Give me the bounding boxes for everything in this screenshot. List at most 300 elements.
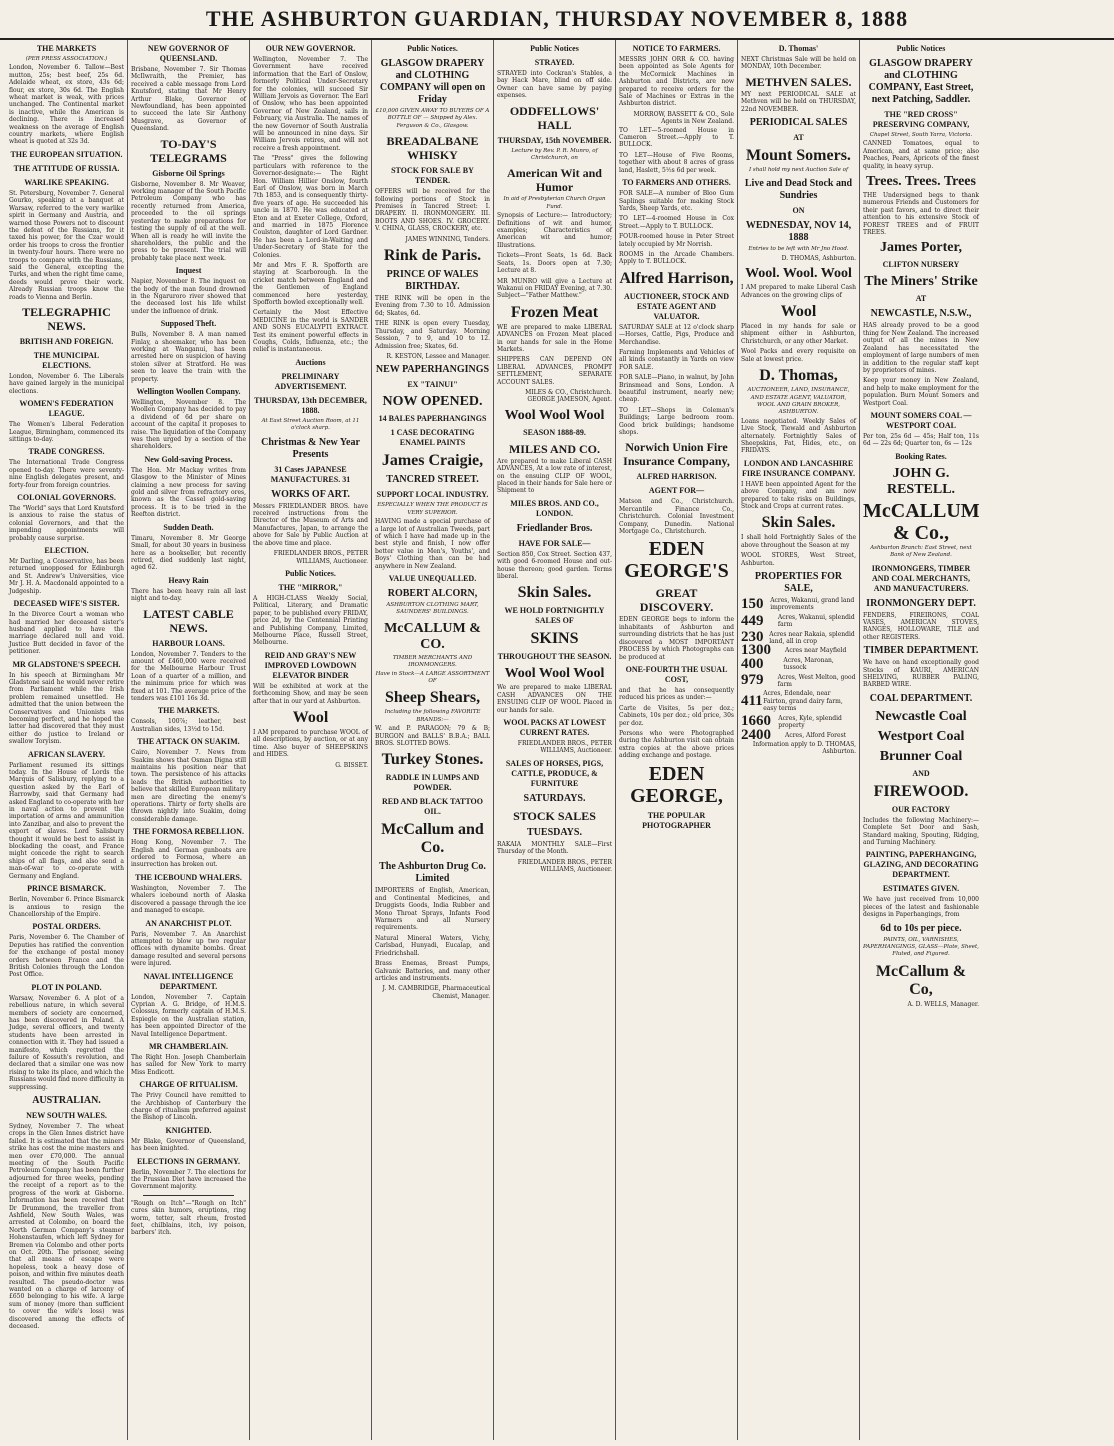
to-let-2: TO LET—House of Five Rooms, together with about 8 acres of grass land, Haslett, 5½s 6d per week. [619, 151, 734, 174]
farmers2-heading: TO FARMERS AND OTHERS. [622, 178, 731, 188]
municipal-heading: THE MUNICIPAL ELECTIONS. [33, 350, 100, 370]
markets-heading: THE MARKETS [36, 44, 97, 53]
skin-sub-2: THROUGHOUT THE SEASON. [497, 652, 612, 662]
anarchist-text: Paris, November 7. An Anarchist attempted to blow up two regular offices with dynamite bombs. Great damage resulted and several persons were injured. [131, 930, 246, 968]
eden-text-3: Persons who were Photographed during the Ashburton visit can obtain extra copies at the above prices adding exchange and postage. [619, 729, 734, 760]
harrison-sub: AUCTIONEER, STOCK AND ESTATE AGENT AND VALUATOR. [624, 291, 729, 321]
drug-text-3: Brass Enemas, Breast Pumps, Galvanic Batteries, and many other articles and instruments. [375, 960, 490, 982]
oil-heading: Gisborne Oil Springs [152, 168, 225, 178]
formosa-heading: THE FORMOSA REBELLION. [133, 827, 244, 837]
porter-heading: James Porter, [880, 240, 962, 256]
theft-text: Bulls, November 8. A man named Finlay, a shoemaker, who has been working at Wanganui, has been arrested here on suspicion of having stolen silver at Stratford. He was seen to leave the train with the property. [131, 331, 246, 383]
drug-text: IMPORTERS of English, American, and Continental Medicines, and Druggists Goods, India Rubber and Mono Throat Sprays, Infants Food Warmers and all Nursery requirements. [375, 887, 490, 932]
column-5 [494, 40, 616, 1440]
frozen-text-2: SHIPPERS CAN DEPEND ON LIBERAL ADVANCES, PROMPT SETTLEMENT, SEPARATE ACCOUNT SALES. [497, 356, 612, 386]
gold-text: The Hon. Mr Mackay writes from Glasgow to the Minister of Mines claiming a new process for saving gold and silver from refractory ores, known as the Cassel gold-saving process. It is to be tried in the Reefton district. [131, 466, 246, 519]
prelim-heading: PRELIMINARY ADVERTISEMENT. [274, 371, 347, 391]
properties-heading: PROPERTIES FOR SALE, [754, 571, 843, 594]
stock-heading: STOCK FOR SALE BY TENDER. [391, 166, 474, 186]
euro-heading: THE EUROPEAN SITUATION. [10, 149, 123, 159]
glasgow-heading: GLASGOW DRAPERY and CLOTHING COMPANY, East Street, next Patching, Saddler. [868, 58, 974, 105]
coal-prices-heading: MOUNT SOMERS COAL — WESTPORT COAL [870, 410, 972, 430]
rink-heading: Rink de Paris. [383, 247, 482, 265]
quarter-line: ONE-FOURTH THE USUAL COST, [625, 664, 728, 684]
friedlander-heading: Friedlander Bros. [516, 522, 593, 534]
theft-heading: Supposed Theft. [160, 319, 217, 329]
cambridge-signature: J. M. CAMBRIDGE, Pharmaceutical Chemist, Manager. [382, 985, 490, 1000]
land-row [741, 642, 856, 659]
breadalbane-offer: £10,000 GIVEN AWAY TO BUYERS OF A BOTTLE OF — Shipped by Alex. Ferguson & Co., Glasgow. [375, 108, 490, 129]
frozen-signature: MILES & CO., Christchurch. GEORGE JAMESON, Agent. [525, 388, 612, 404]
rink-text-2: THE RINK is open every Tuesday, Thursday, and Saturday. Morning Session, 7 to 9, and 10 to 12. Admission free; Skates, 6d. [375, 320, 490, 350]
to-let-5: ROOMS in the Arcade Chambers. Apply to T. BULLOCK. [619, 250, 734, 266]
medicine-text: Certainly the Most Effective MEDICINE in the world is SANDER AND SONS EUCALYPTI EXTRACT. Test its eminent powerful effects in Coughs, Colds, Influenza, etc.; the relief is instantaneous. [253, 309, 368, 354]
now-opened-heading: NOW OPENED. [382, 394, 483, 410]
whalers-heading: THE ICEBOUND WHALERS. [135, 872, 242, 882]
telegraphic-heading: TELEGRAPHIC NEWS. [22, 304, 111, 333]
prelim-place: At East Street Auction Room, at 11 o'clock sharp. [261, 417, 360, 432]
suakim-text: Cairo, November 7. News from Suakim shows that Osman Digna still maintains his position near that town. The persistence of his attacks leads the British authorities to believe that skilled European military men are directing the enemy's operations. Thirty or forty shells are thrown nightly into Suakim, doing considerable damage. [131, 749, 246, 823]
ritualism-heading: CHARGE OF RITUALISM. [139, 1080, 238, 1090]
land-desc: Acres, Maronan, tussock [783, 656, 834, 672]
miles-text: Are prepared to make Liberal CASH ADVANCES, At a low rate of interest, on the ensuing CLIP OF WOOL, placed in their hands for Sale here or Shipment to [497, 457, 612, 495]
markets2-text: Consols, 100⅞; leather, best Australian sides, 13½d to 15d. [131, 718, 246, 733]
methven-text: MY next PERIODICAL SALE at Methven will be held on THURSDAY, 22nd NOVEMBER. [741, 90, 856, 113]
knighted-heading: KNIGHTED. [165, 1125, 212, 1135]
brands-list: W. and P. PARAGON; 79 & B; BURGON and BALLS' B.B.A.; BALL BROS. SLOTTED BOWS. [375, 725, 490, 748]
land-acres: 1660 [741, 713, 771, 730]
notices-heading: Public Notices [530, 44, 579, 53]
glasgow-heading: GLASGOW DRAPERY and CLOTHING COMPANY will open on Friday [379, 58, 486, 105]
nsw-text: Sydney, November 7. The wheat crops in the Glen Innes district have failed. It is estimated that the miners strike has cost the mine masters and men over £70,000. The annual meeting of the South Pacific Petroleum Company has been further adjourned for three weeks, pending the receipt of a report as to the progress of the work at Gisborne. Information has been received that Dr Drummond, the traveller from Ashfield, New South Wales, was arrested at Colombo, on board the North German Company's steamer Hohenstaufen, which left Sydney for Bremen via Colombo and other ports on Oct. 20th. The prisoner, seeing that all means of escape were hopeless, took a heavy dose of poison, and within five minutes death resulted. The pseudo-doctor was wanted on a charge of larceny of £650 belonging to his wife. A large sum of money (more than sufficient to cover the wife's loss) was discovered among the effects of deceased. [9, 1123, 124, 1330]
oddfellows-heading: ODDFELLOWS' HALL [509, 103, 600, 132]
wool-heading: Wool Wool Wool [504, 407, 605, 423]
markets2-heading: THE MARKETS. [157, 706, 220, 716]
woollen-heading: Wellington Woollen Company. [136, 387, 241, 396]
land-desc: Acres, Wakanui, splendid farm [777, 613, 855, 629]
miners-text: HAS already proved to be a good thing for New Zealand. The increased output of all the mines in New Zealand has necessitated the employment of large numbers of men in addition to the regular staff kept by proprietors of mines. [863, 322, 979, 374]
chamberlain-text: The Right Hon. Joseph Chamberlain has sailed for New York to marry Miss Endicott. [131, 1053, 246, 1076]
wool-text: I AM prepared to make Liberal Cash Advances on the growing clips of [741, 284, 856, 299]
mirror-text: A HIGH-CLASS Weekly Social, Political, Literary, and Dramatic paper, to be published every FRIDAY, price 2d, by the Centennial Printing and Publishing Company, Limited, Melbourne Place, Russell Street, Melbourne. [253, 594, 368, 647]
eden-sub: THE POPULAR PHOTOGRAPHER [642, 810, 711, 830]
at-line: AT [793, 133, 804, 143]
eden-heading: EDEN GEORGE'S [624, 538, 729, 583]
alcorn-text: HAVING made a special purchase of a large lot of Australian Tweeds, part of which I have had made up in the best style and finish, I now offer better value in Men's, Youths', and Boys' Clothing than can be had anywhere in New Zealand. [375, 518, 490, 570]
works-heading: WORKS OF ART. [271, 488, 350, 500]
shears-heading: Sheep Shears, [384, 689, 481, 707]
land-acres: 400 [741, 655, 764, 672]
ritualism-text: The Privy Council have remitted to the Archbishop of Canterbury the charge of ritualism preferred against the Bishop of Lincoln. [131, 1092, 246, 1122]
postal-heading: POSTAL ORDERS. [32, 922, 101, 932]
mccallum2-heading: McCallum and Co. [381, 821, 484, 857]
queensland-heading: NEW GOVERNOR OF QUEENSLAND. [147, 44, 230, 63]
inquest-text: Napier, November 8. The inquest on the body of the man found drowned in the Ngaruroro river showed that the deceased lost his life whilst under the influence of drink. [131, 278, 246, 315]
land-row [741, 657, 856, 672]
on-line: ON [792, 206, 805, 216]
cable-heading: LATEST CABLE NEWS. [143, 606, 234, 635]
germany-text: Berlin, November 7. The elections for the Prussian Diet have increased the Government majority. [131, 1168, 246, 1191]
loans-text: Loans negotiated. Weekly Sales of Live Stock, Tiewald and Ashburton alternately. Fortnightly Sales of Sheepskins, Fat, Hides, etc., on FRIDAYS. [741, 417, 856, 455]
land-desc: Acres near Mayfield [785, 647, 847, 655]
methven-heading: METHVEN SALES. [745, 74, 852, 89]
land-acres: 2400 [741, 726, 771, 743]
mccallum-stock: Have in Stock—A LARGE ASSORTMENT OF [375, 670, 490, 684]
postal-text: Paris, November 6. The Chamber of Deputies has ratified the convention for the exchange of postal money orders between France and the British Colonies through the London Post Office. [9, 934, 124, 979]
skin-sub: WE HOLD FORTNIGHTLY SALES OF [504, 606, 605, 626]
harbour-heading: HARBOUR LOANS. [152, 638, 225, 648]
breadalbane-heading: BREADALBANE WHISKY [386, 134, 479, 163]
harrison2-heading: ALFRED HARRISON. [636, 472, 717, 482]
auctions-heading: Auctions [295, 357, 326, 367]
euro-text: St. Petersburg, November 7. General Gourko, speaking at a banquet at Warsaw, referred to the very warlike spirit in Germany and Austria, and warned those Powers not to discount the defeat of the Russians, for it taxed his power, for the Czar would order his troops to cross the frontier in twenty-four hours. There were no troops to compare with the Russians, said the General, excepting the Turks, and when the right time came, deeds would prove their work. Already Russian troops know the roads to Vienna and Berlin. [9, 189, 124, 301]
factory-text: Includes the following Machinery:— Complete Set Door and Sash, Standard making, Spouting, Ridging, and Turning Machinery. [863, 816, 979, 847]
press-text: The "Press" gives the following particulars with reference to the Governor-designate:— The Right Hon. William Hillier Onslow, fourth Earl of Onslow, was born in March 7th 1853, and is consequently thirty-five years of age. He succeeded his uncle in 1870. He was educated at Eton and at Exeter College, Oxford, and married in 1875 Florence Coulston, daughter of Lord Gardner. He has been a Lord-in-Waiting and Under-Secretary of State for the Colonies. [253, 155, 368, 259]
african-heading: AFRICAN SLAVERY. [27, 749, 106, 759]
wool-word: Wool [780, 303, 817, 321]
paints-text: PAINTS, OIL, VARNISHES, PAPERHANGINGS, GLASS—Plate, Sheet, Fluted, and Figured. [863, 936, 979, 958]
eden-text: EDEN GEORGE begs to inform the inhabitants of Ashburton and surrounding districts that he has just discovered a MOST IMPORTANT PROCESS by which Photographs can be produced at [619, 616, 734, 661]
unequalled-heading: VALUE UNEQUALLED. [388, 573, 477, 583]
coal-dept-heading: COAL DEPARTMENT. [869, 692, 973, 704]
mccallum-heading: McCALLUM & Co., [863, 499, 980, 544]
mirror-heading: THE "MIRROR," [278, 582, 343, 592]
rough-on-itch-ad: "Rough on Itch"—"Rough on Itch" cures skin humors, eruptions, ring worm, tetter, salt rheum, frosted feet, chilblains, itch, ivy poison, barbers' itch. [131, 1199, 246, 1237]
farmers-text: MESSRS JOHN ORR & CO. having been appointed as Sole Agents for the McCormick Machines in Ashburton and Districts, are now prepared to receive orders for the Sale of Machines or Extras in the Ashburton district. [619, 56, 734, 108]
skin-heading: Skin Sales. [517, 584, 592, 602]
knighted-text: Mr Blake, Governor of Queensland, has been knighted. [131, 1137, 246, 1153]
colonial-heading: COLONIAL GOVERNORS. [17, 493, 116, 503]
masthead [0, 0, 1114, 40]
column-2 [128, 40, 250, 1440]
to-let-4: FOUR-roomed house in Peter Street lately occupied by Mr Norrish. [619, 233, 734, 248]
page-columns [6, 40, 1108, 1440]
thomas-heading: D. Thomas' [778, 44, 819, 53]
colonial-text: The "World" says that Lord Knutsford is anxious to raise the status of colonial Governors, and that the impending appointments will probably cause surprise. [9, 505, 124, 542]
gladstone-text: In his speech at Birmingham Mr Gladstone said he would never retire from Parliament while the Irish problem remained unsettled. He admitted that the union between the Conservatives and Unionists was becoming perfect, and he hoped the latter had discovered that they must either do justice to Ireland or swallow Toryism. [9, 671, 124, 746]
bales-line: 14 BALES PAPERHANGINGS [378, 414, 487, 424]
telegraphic-subheading: BRITISH AND FOREIGN. [19, 336, 114, 346]
wit-sub: In aid of Presbyterian Church Organ Fund. [503, 196, 606, 210]
factory-heading: OUR FACTORY [891, 804, 951, 814]
chamberlain-heading: MR CHAMBERLAIN. [148, 1041, 229, 1051]
price-line: 6d to 10s per piece. [880, 922, 962, 934]
farmers2-text: FOR SALE—A number of Bloo Gum Saplings suitable for making Stock Yards, Sheep Yards, etc. [619, 190, 734, 212]
rink-signature: R. KESTON, Lessee and Manager. [386, 352, 490, 360]
miners-heading: The Miners' Strike [864, 274, 978, 290]
case-line: 1 CASE DECORATING ENAMEL PAINTS [390, 428, 475, 448]
stock-sales-heading: STOCK SALES [513, 808, 596, 823]
trade-text: The International Trade Congress opened to-day. There were seventy-nine English delegates present, and forty-four from foreign countries. [9, 459, 124, 489]
deceased-text: In the Divorce Court a woman who had married her deceased sister's husband applied to have the marriage declared null and void. Justice Butt decided in favor of the petitioner. [9, 611, 124, 656]
friedlander-text: Section 850, Cox Street. Section 437, with good 6-roomed House and out-house thereon; good garden. Terms liberal. [497, 550, 612, 581]
tancred-heading: TANCRED STREET. [386, 474, 479, 486]
booking-line: Booking Rates. [895, 451, 947, 461]
skins-heading: SKINS [530, 630, 579, 648]
shears-sub: Including the following FAVORITE BRANDS:— [384, 709, 481, 723]
wool-signature: G. BISSET. [335, 761, 368, 769]
governor-text: Wellington, November 7. The Government have received information that the Earl of Onslow, formerly Political Under-Secretary for the colonies, will succeed Sir William Jervois as Governor. The Earl of Onslow, who has been appointed Governor of New Zealand, sails in February, via Australia. The names of the new Governor of South Australia will be announced in nine days. Sir William Jervois retires, and will not receive a fresh appointment. [253, 56, 368, 152]
oddfellows-date: THURSDAY, 15th NOVEMBER. [497, 135, 612, 145]
support-sub: ESPECIALLY WHEN THE PRODUCT IS VERY SUPERIOR. [377, 502, 488, 516]
naval-heading: NAVAL INTELLIGENCE DEPARTMENT. [143, 971, 234, 991]
miles-signature: MILES BROS. AND CO., LONDON. [510, 498, 599, 518]
harrison-heading: Alfred Harrison, [619, 269, 734, 287]
rakaia-text: RAKAIA MONTHLY SALE—First Thursday of the Month. [497, 840, 612, 856]
timber-heading: TIMBER DEPARTMENT. [863, 645, 979, 657]
inquest-heading: Inquest [175, 266, 202, 276]
eden-text-2: and that he has consequently reduced his prices as under:— [619, 686, 734, 702]
raddle-line: RADDLE IN LUMPS AND POWDER. [385, 773, 480, 793]
christmas-text: NEXT Christmas Sale will be held on MONDAY, 10th December. [741, 56, 856, 71]
harrison-text-2: Farming Implements and Vehicles of all kinds constantly in Yards on view FOR SALE. [619, 348, 734, 371]
land-row [741, 674, 856, 689]
thomas-signature: D. THOMAS, Ashburton. [781, 254, 856, 262]
lecture-line: Lecture by Rev. P. R. Munro, of Christchurch, on [511, 147, 598, 162]
norwich-heading: Norwich Union Fire Insurance Company, [623, 440, 730, 469]
coal-text: Keep your money in New Zealand, and help to make employment for the population. Burn Mount Somers and Westport Coal. [863, 377, 979, 407]
and-line: AND [912, 768, 930, 778]
wool2-packs: WOOL PACKS AT LOWEST CURRENT RATES. [503, 718, 606, 738]
formosa-text: Hong Kong, November 7. The English and German gunboats are ordered to Formosa, where an insurrection has broken out. [131, 839, 246, 869]
germany-heading: ELECTIONS IN GERMANY. [136, 1156, 241, 1166]
redcross-heading: THE "RED CROSS" PRESERVING COMPANY, [872, 110, 970, 129]
somers-heading: Mount Somers. [746, 147, 851, 165]
entries-text: Entries to be left with Mr Jno Hood. [748, 246, 849, 253]
restell-heading: JOHN G. RESTELL. [886, 465, 956, 497]
prelim-date: THURSDAY, 13th DECEMBER, 1888. [254, 395, 367, 415]
land-desc: Acres, Kyle, splendid property [778, 714, 842, 730]
column-8 [860, 40, 982, 1440]
australian-heading: AUSTRALIAN. [32, 1095, 101, 1107]
election-text: Mr Darling, a Conservative, has been returned unopposed for Edinburgh and St. Andrew's Universities, vice Mr J. H. A. Macdonald appointed to a Judgeship. [9, 558, 124, 595]
land-row [741, 690, 856, 712]
land-row [741, 614, 856, 629]
spofforth-text: Mr and Mrs F. R. Spofforth are staying at Scarborough. In the cricket match between England and the Gentlemen of England commenced here yesterday, Spofforth bowled exceptionally well. [253, 261, 368, 306]
sudden-death-heading: Sudden Death. [163, 522, 214, 532]
mccallum-sub: TIMBER MERCHANTS AND IRONMONGERS. [392, 654, 473, 669]
land-desc: Acres, Wakanui, grand land improvements [770, 597, 855, 612]
wool-text-2: Placed in my hands for sale or shipment either in Ashburton, Christchurch, or any other Market. [741, 323, 856, 345]
mccallum-heading: McCALLUM & CO. [384, 620, 481, 652]
porter-sub: CLIFTON NURSERY [882, 260, 960, 270]
governor-heading: OUR NEW GOVERNOR. [265, 44, 356, 53]
strayed-text: STRAYED into Cockran's Stables, a bay Hack Mare, blind on off side. Owner can have same by paying expenses. [497, 70, 612, 100]
bismarck-heading: PRINCE BISMARCK. [27, 884, 106, 894]
friedlander-signature: FRIEDLANDER BROS., PETER WILLIAMS, Auctioneer. [273, 550, 368, 565]
support-heading: SUPPORT LOCAL INDUSTRY. [376, 490, 489, 500]
periodical-heading: PERIODICAL SALES [749, 117, 848, 129]
land-row [741, 597, 856, 612]
season-line: SEASON 1888-89. [523, 427, 586, 437]
painting-heading: PAINTING, PAPERHANGING, GLAZING, AND DECORATING DEPARTMENT. [863, 850, 979, 880]
harrison2-sub: AGENT FOR— [648, 486, 705, 496]
wool-text-3: Wool Packs and every requisite on Sale at lowest price. [741, 348, 856, 363]
tuesdays-heading: TUESDAYS. [527, 826, 582, 838]
wool-text: I AM prepared to purchase WOOL of all descriptions, by auction, or at any time. Also buyer of SHEEPSKINS and HIDES. [253, 728, 368, 759]
column-1 [6, 40, 128, 1440]
turkey-heading: Turkey Stones. [381, 751, 484, 769]
paperhangings-ship: EX "TAINUI" [407, 380, 458, 390]
prices-text: Carte de Visites, 5s per doz.; Cabinets, 10s per doz.; old price, 30s per doz. [619, 704, 734, 727]
craigie-heading: James Craigie, [381, 452, 484, 470]
wool-heading: Wool. Wool. Wool [745, 266, 852, 282]
to-let-3: TO LET—4-roomed House in Cox Street.—Apply to T. BULLOCK. [619, 215, 734, 230]
notices-heading: Public Notices [896, 44, 946, 53]
drug-heading: The Ashburton Drug Co. Limited [379, 861, 486, 885]
synopsis-text: Synopsis of Lecture:— Introductory; Definitions of wit and humor, examples; Characteristics of American wit and humor; Illustrations. [497, 212, 612, 249]
munro-text: MR MUNRO will give a Lecture at Wakanui on FRIDAY Evening, at 7.30. Subject—"Father Matthew." [497, 277, 612, 300]
skin-text-2: WOOL STORES, West Street, Ashburton. [741, 552, 856, 567]
naval-text: London, November 7. Captain Cyprian A. G. Bridge, of H.M.S. Colossus, formerly captain of H.M.S. Espiegle on the Australian station, has been appointed Director of the Naval Intelligence Department. [131, 993, 246, 1038]
wool2-text: We are prepared to make LIBERAL CASH ADVANCES ON THE ENSUING CLIP OF WOOL Placed in our hands for sale. [497, 684, 612, 714]
brunner-coal: Brunner Coal [879, 748, 963, 764]
alcorn-heading: ROBERT ALCORN, [387, 587, 478, 599]
newcastle-coal: Newcastle Coal [875, 708, 967, 724]
municipal-text: London, November 6. The Liberals have gained largely in the municipal elections. [9, 372, 124, 395]
notices-heading: Public Notices. [285, 568, 336, 578]
estimates-heading: ESTIMATES GIVEN. [882, 884, 960, 894]
ironmongery-text: FENDERS, FIREIRONS, COAL VASES, AMERICAN STOVES, RANGES, HOLLOWARE, TILE and other REGISTERS. [863, 611, 979, 641]
harbour-text: London, November 7. Tenders to the amount of £460,000 were received for the Melbourne Harbour Trust Loan of a quarter of a million, and the minimum price for which was fixed at 101. The average price of the tenders was £101 16s 3d. [131, 650, 246, 702]
column-6 [616, 40, 738, 1440]
stock-signature: JAMES WINNING, Tenders. [405, 235, 490, 243]
deceased-heading: DECEASED WIFE'S SISTER. [13, 599, 120, 609]
info-signature: Information apply to D. THOMAS, Ashburton. [752, 740, 856, 756]
euro-subheading: THE ATTITUDE OF RUSSIA. [13, 163, 120, 173]
markets-text: London, November 6. Tallow—Best mutton, 25s; best beef, 25s 6d. Adelaide wheat, ex store, 43s 6d; flour, ex store, 30s 6d. The English wheat market is weak, with prices unchanged. The Continental market is inactive, while the American is declining. There is increased weakness on the average of English country markets, where English wheat is quoted at 32s 3d. [9, 64, 124, 146]
rink-text: THE RINK will be open in the Evening from 7.30 to 10. Admission 6d; Skates, 6d. [375, 295, 490, 317]
column-7 [738, 40, 860, 1440]
queensland-text: Brisbane, November 7. Sir Thomas McIlwraith, the Premier, has received a cable message from Lord Knutsford, stating that Mr Henry Arthur Blake, Governor of Newfoundland, has been appointed to succeed the late Sir Anthony Musgrave, as Governor of Queensland. [131, 66, 246, 133]
land-acres: 150 [741, 595, 764, 612]
women-text: The Women's Liberal Federation League, Birmingham, commenced its sittings to-day. [9, 421, 124, 443]
dthomas-heading: D. Thomas, [759, 367, 838, 385]
timber-text: We have on hand exceptionally good Stocks of KAURI, AMERICAN SHELVING, RUBBER PALING, BARBED WIRE. [863, 659, 979, 689]
redcross-text: CANNED Tomatoes, equal to American, and at same price; also Peaches, Pears, Apricots of the finest quality, in heavy syrup. [863, 140, 979, 170]
plot-heading: PLOT IN POLAND. [31, 982, 102, 992]
notices-heading: Public Notices. [407, 44, 458, 53]
masthead-title: THE ASHBURTON GUARDIAN, THURSDAY NOVEMBER 8, 1888 [205, 6, 909, 31]
westport-coal: Westport Coal [877, 728, 965, 744]
frozen-heading: Frozen Meat [510, 303, 599, 321]
trees-text: THE Undersigned begs to thank numerous Friends and Customers for their past favors, and to direct their attention to his extensive Stock of FOREST TREES and of FRUIT TREES. [863, 192, 979, 237]
woollen-text: Wellington, November 8. The Woollen Company has decided to pay a dividend of 6d per share on account of the capital it proposes to raise. The liquidation of the Company was then urged by a section of the shareholders. [131, 399, 246, 451]
gladstone-heading: MR GLADSTONE'S SPEECH. [12, 659, 121, 669]
rain-text: There has been heavy rain all last night and to-day. [131, 587, 246, 603]
london-text: I HAVE been appointed Agent for the above Company, and am now prepared to take risks on Buildings, Stock and Crops at current rates. [741, 480, 856, 510]
alcorn-mart: ASHBURTON CLOTHING MART, SAUNDERS' BUILDINGS. [386, 601, 479, 616]
firewood-heading: FIREWOOD. [873, 782, 969, 800]
farmers-heading: NOTICE TO FARMERS. [632, 44, 721, 53]
sale-date: WEDNESDAY, NOV 14, 1888 [745, 220, 852, 244]
paperhangings-heading: NEW PAPERHANGINGS [375, 364, 490, 376]
mccallum-address: Ashburton Branch: East Street, next Bank of New Zealand. [870, 544, 972, 559]
saturdays-heading: SATURDAYS. [523, 792, 586, 804]
miners-at: AT [915, 294, 927, 304]
live-stock-heading: Live and Dead Stock and Sundries [744, 178, 853, 202]
women-heading: WOMEN'S FEDERATION LEAGUE. [19, 399, 114, 419]
ironmongery-heading: IRONMONGERY DEPT. [866, 597, 976, 609]
land-acres: 1300 [741, 642, 771, 659]
land-row [741, 726, 856, 743]
nsw-heading: NEW SOUTH WALES. [26, 1111, 107, 1121]
stock-text: OFFERS will be received for the following portions of Stock in Premises in Tancred Street: I. DRAPERY. II. IRONMONGERY. III. BOOTS AND SHOES. IV. GROCERY. V. CHINA, GLASS, CROCKERY, etc. [375, 188, 490, 233]
wells-signature: A. D. WELLS, Manager. [907, 1000, 979, 1008]
bismarck-text: Berlin, November 6. Prince Bismarck is anxious to resign the Chancellorship of the Empire. [9, 896, 124, 918]
sales-signature: FRIEDLANDER BROS., PETER WILLIAMS, Auctioneer. [517, 858, 612, 874]
trees-heading: Trees. Trees. Trees [866, 174, 976, 190]
cases-heading: 31 Cases JAPANESE MANUFACTURES. 31 [270, 464, 351, 484]
tickets-text: Tickets—Front Seats, 1s 6d. Back Seats, 1s. Doors open at 7.30; Lecture at 8. [497, 252, 612, 275]
sales-heading: SALES OF HORSES, PIGS, CATTLE, PRODUCE, & FURNITURE [505, 758, 604, 788]
oil-text: Gisborne, November 8. Mr Weaver, working manager of the South Pacific Petroleum Company who has recently returned from America, proceeded to the oil springs yesterday to make preparations for testing the supply of oil at the well. When all is ready he will invite the shareholders, the public and the press to be present. The trial will probably take place next week. [131, 180, 246, 262]
london-heading: LONDON AND LANCASHIRE FIRE INSURANCE COMPANY. [741, 458, 856, 478]
reid-heading: REID AND GRAY'S NEW IMPROVED LOWDOWN ELEVATOR BINDER [264, 650, 357, 680]
land-acres: 411 [741, 692, 763, 709]
whalers-text: Washington, November 7. The whalers icebound north of Alaska discovered a passage through the ice and managed to escape. [131, 884, 246, 915]
agencies-text: Matson and Co., Christchurch. Mercantile Finance Co., Christchurch. Colonial Investment Company, Dunedin. National Mortgage Co., Christchurch. [619, 498, 734, 536]
rain-heading: Heavy Rain [168, 575, 209, 585]
discovery-heading: GREAT DISCOVERY. [639, 586, 714, 615]
christmas-heading: Christmas & New Year Presents [261, 436, 360, 460]
column-3 [250, 40, 372, 1440]
received-text: We have just received from 10,000 pieces of the latest and fashionable designs in Paperhangings, from [863, 896, 979, 919]
reid-text: Will be exhibited at work at the forthcoming Show, and may be seen after that in our yard at Ashburton. [253, 682, 368, 705]
land-acres: 230 [741, 629, 764, 646]
column-4 [372, 40, 494, 1440]
eden-big-heading: EDEN GEORGE, [630, 762, 723, 807]
coal-prices: Per ton, 25s 6d — 45s; Half ton, 11s 6d — 22s 6d; Quarter ton, 6s — 12s [863, 432, 979, 448]
anarchist-heading: AN ANARCHIST PLOT. [145, 918, 232, 928]
frozen-text: WE are prepared to make LIBERAL ADVANCES on Frozen Meat placed in our hands for sale in the Home Markets. [497, 323, 612, 353]
wool-heading: Wool [292, 708, 329, 726]
suakim-heading: THE ATTACK ON SUAKIM. [137, 737, 240, 747]
tattoo-line: RED AND BLACK TATTOO OIL. [382, 797, 483, 817]
land-desc: Acres near Rakaia, splendid land, all in crop [769, 630, 855, 646]
land-desc: Acres, Alford Forest [785, 731, 847, 739]
warlike-heading: WARLIKE SPEAKING. [24, 177, 109, 187]
land-acres: 449 [741, 612, 764, 629]
wool2-signature: FRIEDLANDER BROS., PETER WILLIAMS, Auctioneer. [517, 740, 612, 755]
shops-to-let: TO LET—Shops in Coleman's Buildings; Large bedroom room. Good brick buildings; handsome shops. [619, 406, 734, 437]
newcastle-heading: NEWCASTLE, N.S.W., [870, 308, 972, 320]
markets-source: (PER PRESS ASSOCIATION.) [25, 56, 108, 62]
gold-heading: New Gold-saving Process. [144, 454, 233, 464]
trade-heading: TRADE CONGRESS. [28, 447, 105, 457]
wit-heading: American Wit and Humor [507, 166, 602, 195]
strayed-heading: STRAYED. [534, 58, 575, 67]
mccallum2-heading: McCallum & Co, [875, 962, 967, 998]
skin-text: I shall hold Fortnightly Sales of the above throughout the Season at my [741, 534, 856, 549]
african-text: Parliament resumed its sittings today. In the House of Lords the Marquis of Salisbury, replying to a question asked by the Earl of Harrowby, said that Germany had asked England to co-operate with her in naval action to prevent the importation of arms and ammunition into Zanzibar, and also to prevent the export of slaves. Lord Salisbury thought it would be best to assist in blockading the coast, and France might concede the right to search ships of all flags, and also send a man-of-war to co-operate with Germany and England. [9, 761, 124, 880]
wool2-heading: Wool Wool Wool [504, 666, 605, 682]
land-desc: Acres, West Melton, good farm [777, 673, 856, 689]
prince-heading: PRINCE OF WALES BIRTHDAY. [386, 269, 479, 293]
friedlander-sub: HAVE FOR SALE— [518, 538, 591, 548]
piano-for-sale: FOR SALE—Piano, in walnut, by John Brinsmead and Sons, London. A beautiful instrument, nearly new; cheap. [619, 374, 734, 404]
friedlander-text: Messrs FRIEDLANDER BROS. have received instructions from the Director of the Museum of Arts and Manufactures, Japan, to arrange the above for Sale by Public Auction at the above time and place. [253, 502, 368, 547]
dthomas-sub: AUCTIONEER, LAND, INSURANCE, AND ESTATE AGENT, VALUATOR, WOOL AND GRAIN BROKER, ASHBURTON. [747, 387, 850, 416]
drug-text-2: Natural Mineral Waters, Vichy, Carlsbad, Hunyadi, Eucalap, and Friedrichshall. [375, 934, 490, 957]
skin-heading: Skin Sales. [761, 514, 836, 532]
divider [143, 1195, 234, 1196]
somers-text: I shall hold my next Auction Sale of [749, 167, 848, 174]
land-desc: Acres, Edendale, near Fairton, grand dairy farm, easy terms [763, 690, 843, 713]
miles-heading: MILES AND CO. [508, 441, 600, 456]
to-let-1: TO LET—5-roomed House in Cameron Street.—Apply to T. BULLOCK. [619, 126, 734, 149]
land-acres: 979 [741, 672, 764, 689]
